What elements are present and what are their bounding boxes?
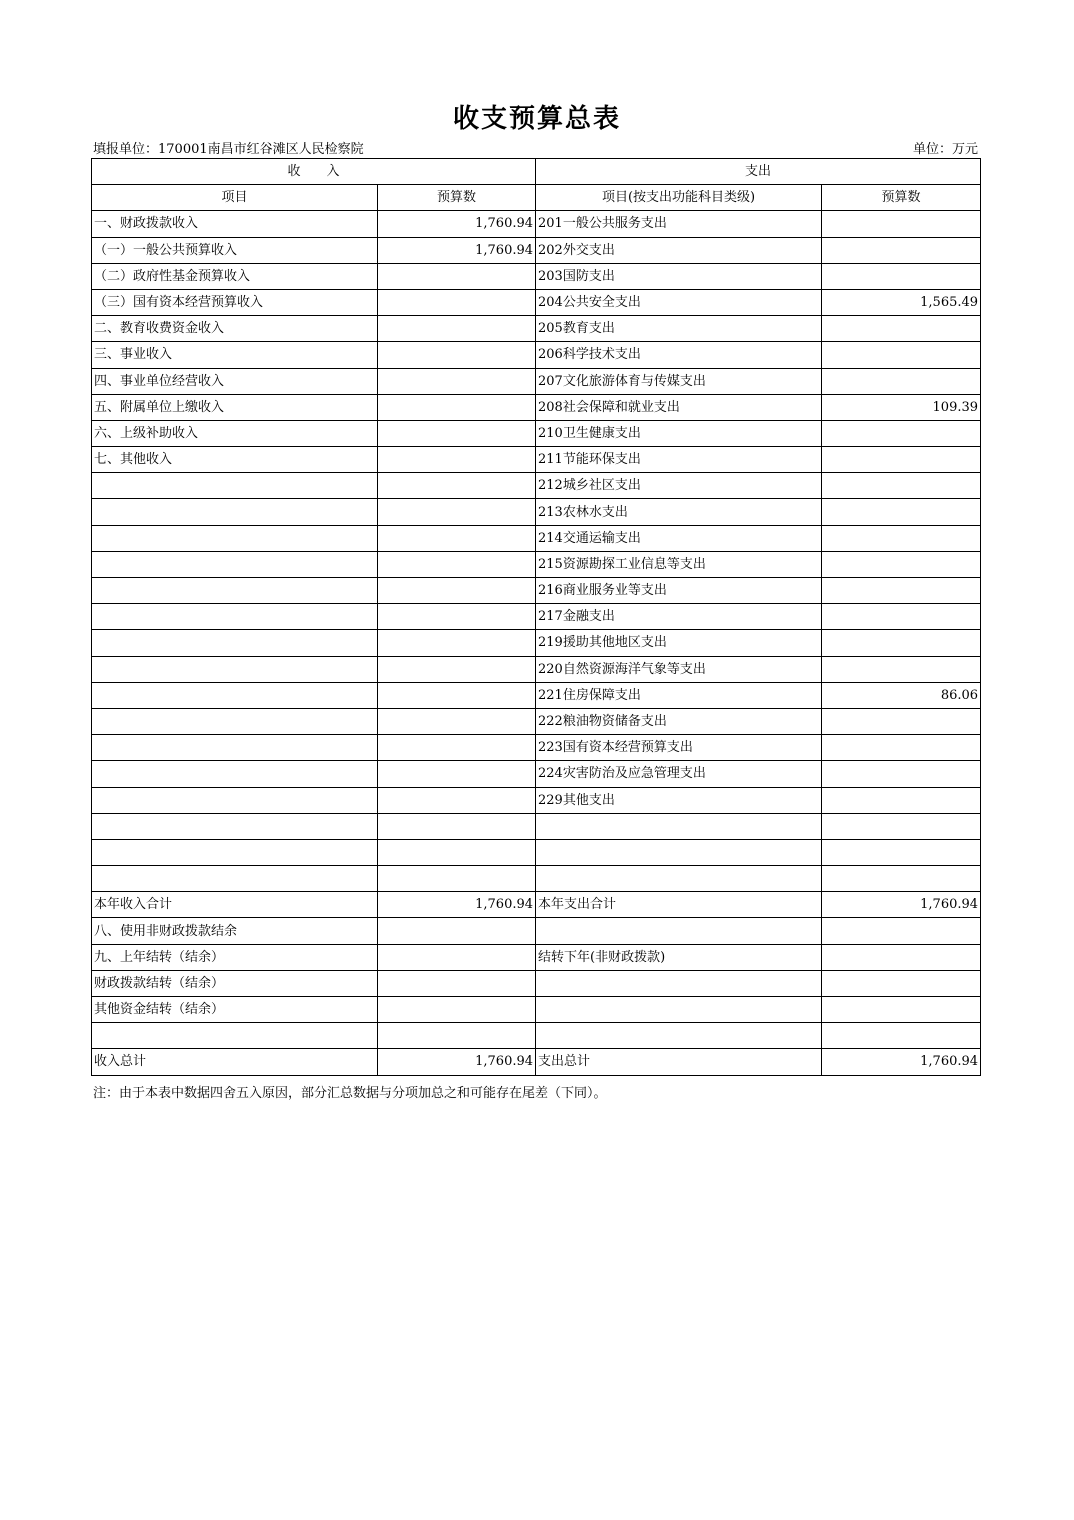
expense-budget-cell bbox=[822, 866, 981, 892]
income-item-cell bbox=[92, 499, 378, 525]
expense-budget-cell bbox=[822, 970, 981, 996]
income-budget-cell bbox=[378, 944, 536, 970]
income-item-cell bbox=[92, 682, 378, 708]
expense-budget-cell: 1,760.94 bbox=[822, 1049, 981, 1075]
expense-budget-cell bbox=[822, 656, 981, 682]
expense-budget-cell bbox=[822, 237, 981, 263]
expense-item-cell: 224灾害防治及应急管理支出 bbox=[536, 761, 822, 787]
column-header-row bbox=[92, 185, 981, 211]
income-item-cell bbox=[92, 525, 378, 551]
income-item-cell: 四、事业单位经营收入 bbox=[92, 368, 378, 394]
income-item-cell: 二、教育收费资金收入 bbox=[92, 316, 378, 342]
income-budget-cell bbox=[378, 525, 536, 551]
income-item-cell: 七、其他收入 bbox=[92, 447, 378, 473]
reporting-unit: 填报单位：170001南昌市红谷滩区人民检察院 bbox=[93, 142, 364, 157]
expense-item-cell: 204公共安全支出 bbox=[536, 289, 822, 315]
expense-item-cell: 214交通运输支出 bbox=[536, 525, 822, 551]
income-budget-cell bbox=[378, 970, 536, 996]
expense-item-cell: 219援助其他地区支出 bbox=[536, 630, 822, 656]
income-item-cell: 一、财政拨款收入 bbox=[92, 211, 378, 237]
income-item-cell bbox=[92, 656, 378, 682]
income-budget-cell: 1,760.94 bbox=[378, 1049, 536, 1075]
expense-budget-cell bbox=[822, 761, 981, 787]
expense-item-cell: 210卫生健康支出 bbox=[536, 420, 822, 446]
income-budget-cell bbox=[378, 813, 536, 839]
expense-budget-cell: 86.06 bbox=[822, 682, 981, 708]
expense-budget-cell bbox=[822, 944, 981, 970]
income-item-cell: 其他资金结转（结余） bbox=[92, 997, 378, 1023]
table-row bbox=[92, 630, 981, 656]
expense-item-cell bbox=[536, 839, 822, 865]
income-item-cell: （一）一般公共预算收入 bbox=[92, 237, 378, 263]
income-budget-cell bbox=[378, 708, 536, 734]
table-row bbox=[92, 944, 981, 970]
income-budget-cell bbox=[378, 682, 536, 708]
expense-item-cell: 本年支出合计 bbox=[536, 892, 822, 918]
income-budget-cell bbox=[378, 499, 536, 525]
expense-budget-header: 预算数 bbox=[822, 185, 981, 211]
income-item-cell: 三、事业收入 bbox=[92, 342, 378, 368]
expense-budget-cell bbox=[822, 918, 981, 944]
income-budget-cell bbox=[378, 263, 536, 289]
expense-budget-cell bbox=[822, 787, 981, 813]
expense-item-cell: 202外交支出 bbox=[536, 237, 822, 263]
income-item-cell bbox=[92, 578, 378, 604]
table-row bbox=[92, 604, 981, 630]
income-budget-cell bbox=[378, 1023, 536, 1049]
table-row bbox=[92, 578, 981, 604]
table-row bbox=[92, 787, 981, 813]
income-budget-cell bbox=[378, 630, 536, 656]
income-budget-cell bbox=[378, 551, 536, 577]
group-header-row bbox=[92, 159, 981, 185]
table-row bbox=[92, 316, 981, 342]
expense-item-cell: 203国防支出 bbox=[536, 263, 822, 289]
income-budget-cell bbox=[378, 342, 536, 368]
expense-item-cell: 201一般公共服务支出 bbox=[536, 211, 822, 237]
table-row bbox=[92, 551, 981, 577]
income-budget-cell bbox=[378, 656, 536, 682]
table-row bbox=[92, 211, 981, 237]
expense-item-cell: 212城乡社区支出 bbox=[536, 473, 822, 499]
income-budget-cell bbox=[378, 787, 536, 813]
income-item-cell bbox=[92, 839, 378, 865]
expense-budget-cell bbox=[822, 839, 981, 865]
income-budget-cell bbox=[378, 394, 536, 420]
expense-budget-cell bbox=[822, 525, 981, 551]
expense-budget-cell bbox=[822, 578, 981, 604]
income-item-cell bbox=[92, 630, 378, 656]
expense-budget-cell bbox=[822, 630, 981, 656]
income-budget-cell: 1,760.94 bbox=[378, 211, 536, 237]
income-item-cell bbox=[92, 866, 378, 892]
expense-budget-cell bbox=[822, 420, 981, 446]
table-row bbox=[92, 970, 981, 996]
income-item-cell: 财政拨款结转（结余） bbox=[92, 970, 378, 996]
income-item-cell: 八、使用非财政拨款结余 bbox=[92, 918, 378, 944]
income-budget-cell: 1,760.94 bbox=[378, 892, 536, 918]
income-budget-cell: 1,760.94 bbox=[378, 237, 536, 263]
income-item-cell: 六、上级补助收入 bbox=[92, 420, 378, 446]
expense-item-cell: 208社会保障和就业支出 bbox=[536, 394, 822, 420]
income-budget-cell bbox=[378, 997, 536, 1023]
table-row bbox=[92, 1023, 981, 1049]
expense-item-cell: 221住房保障支出 bbox=[536, 682, 822, 708]
income-item-cell bbox=[92, 551, 378, 577]
income-item-cell bbox=[92, 473, 378, 499]
expense-item-cell: 229其他支出 bbox=[536, 787, 822, 813]
table-row bbox=[92, 708, 981, 734]
expense-budget-cell bbox=[822, 997, 981, 1023]
expense-item-cell: 207文化旅游体育与传媒支出 bbox=[536, 368, 822, 394]
currency-unit: 单位：万元 bbox=[912, 142, 978, 157]
expense-item-cell bbox=[536, 866, 822, 892]
page-title: 收支预算总表 bbox=[452, 104, 621, 134]
table-row bbox=[92, 368, 981, 394]
expense-budget-cell bbox=[822, 316, 981, 342]
table-row bbox=[92, 682, 981, 708]
table-row bbox=[92, 525, 981, 551]
expense-item-cell bbox=[536, 1023, 822, 1049]
expense-budget-cell bbox=[822, 368, 981, 394]
expense-budget-cell bbox=[822, 604, 981, 630]
table-row bbox=[92, 447, 981, 473]
income-item-cell: 本年收入合计 bbox=[92, 892, 378, 918]
expense-item-cell: 220自然资源海洋气象等支出 bbox=[536, 656, 822, 682]
table-row bbox=[92, 1049, 981, 1075]
income-item-cell: 九、上年结转（结余） bbox=[92, 944, 378, 970]
table-row bbox=[92, 761, 981, 787]
expense-item-cell: 213农林水支出 bbox=[536, 499, 822, 525]
expense-item-cell: 216商业服务业等支出 bbox=[536, 578, 822, 604]
table-row bbox=[92, 263, 981, 289]
income-group-header: 收 入 bbox=[92, 159, 536, 185]
income-budget-cell bbox=[378, 368, 536, 394]
footnote: 注：由于本表中数据四舍五入原因，部分汇总数据与分项加总之和可能存在尾差（下同）。 bbox=[93, 1086, 607, 1101]
expense-group-header: 支出 bbox=[536, 159, 981, 185]
income-item-cell bbox=[92, 787, 378, 813]
income-budget-cell bbox=[378, 420, 536, 446]
income-item-cell bbox=[92, 735, 378, 761]
expense-item-cell: 206科学技术支出 bbox=[536, 342, 822, 368]
table-row bbox=[92, 342, 981, 368]
expense-item-cell bbox=[536, 970, 822, 996]
expense-budget-cell bbox=[822, 1023, 981, 1049]
expense-budget-cell: 1,760.94 bbox=[822, 892, 981, 918]
table-row bbox=[92, 473, 981, 499]
expense-budget-cell bbox=[822, 708, 981, 734]
table-row bbox=[92, 892, 981, 918]
expense-item-cell bbox=[536, 813, 822, 839]
income-item-cell bbox=[92, 813, 378, 839]
table-row bbox=[92, 656, 981, 682]
expense-budget-cell bbox=[822, 263, 981, 289]
expense-item-cell: 结转下年(非财政拨款) bbox=[536, 944, 822, 970]
income-budget-cell bbox=[378, 761, 536, 787]
income-budget-header: 预算数 bbox=[378, 185, 536, 211]
budget-table bbox=[91, 158, 981, 1076]
table-row bbox=[92, 289, 981, 315]
expense-budget-cell bbox=[822, 447, 981, 473]
income-budget-cell bbox=[378, 447, 536, 473]
table-row bbox=[92, 237, 981, 263]
expense-budget-cell bbox=[822, 551, 981, 577]
expense-budget-cell bbox=[822, 211, 981, 237]
income-item-cell: 收入总计 bbox=[92, 1049, 378, 1075]
expense-item-header: 项目(按支出功能科目类级) bbox=[536, 185, 822, 211]
income-item-cell bbox=[92, 1023, 378, 1049]
expense-budget-cell bbox=[822, 499, 981, 525]
expense-item-cell: 217金融支出 bbox=[536, 604, 822, 630]
expense-budget-cell bbox=[822, 813, 981, 839]
expense-item-cell: 215资源勘探工业信息等支出 bbox=[536, 551, 822, 577]
expense-item-cell: 223国有资本经营预算支出 bbox=[536, 735, 822, 761]
table-row bbox=[92, 866, 981, 892]
income-item-cell bbox=[92, 761, 378, 787]
income-item-cell: 五、附属单位上缴收入 bbox=[92, 394, 378, 420]
income-budget-cell bbox=[378, 473, 536, 499]
expense-item-cell: 支出总计 bbox=[536, 1049, 822, 1075]
income-item-cell: （三）国有资本经营预算收入 bbox=[92, 289, 378, 315]
income-item-cell bbox=[92, 708, 378, 734]
expense-budget-cell bbox=[822, 342, 981, 368]
expense-budget-cell: 1,565.49 bbox=[822, 289, 981, 315]
income-budget-cell bbox=[378, 735, 536, 761]
income-item-header: 项目 bbox=[92, 185, 378, 211]
expense-budget-cell: 109.39 bbox=[822, 394, 981, 420]
income-budget-cell bbox=[378, 604, 536, 630]
income-item-cell bbox=[92, 604, 378, 630]
expense-item-cell bbox=[536, 918, 822, 944]
expense-item-cell: 205教育支出 bbox=[536, 316, 822, 342]
expense-budget-cell bbox=[822, 735, 981, 761]
table-row bbox=[92, 394, 981, 420]
table-row bbox=[92, 420, 981, 446]
income-budget-cell bbox=[378, 839, 536, 865]
table-row bbox=[92, 735, 981, 761]
income-item-cell: （二）政府性基金预算收入 bbox=[92, 263, 378, 289]
income-budget-cell bbox=[378, 866, 536, 892]
income-budget-cell bbox=[378, 316, 536, 342]
table-row bbox=[92, 918, 981, 944]
table-row bbox=[92, 813, 981, 839]
income-budget-cell bbox=[378, 918, 536, 944]
expense-item-cell: 222粮油物资储备支出 bbox=[536, 708, 822, 734]
income-budget-cell bbox=[378, 289, 536, 315]
table-row bbox=[92, 997, 981, 1023]
table-row bbox=[92, 499, 981, 525]
table-row bbox=[92, 839, 981, 865]
income-budget-cell bbox=[378, 578, 536, 604]
expense-item-cell bbox=[536, 997, 822, 1023]
expense-budget-cell bbox=[822, 473, 981, 499]
expense-item-cell: 211节能环保支出 bbox=[536, 447, 822, 473]
